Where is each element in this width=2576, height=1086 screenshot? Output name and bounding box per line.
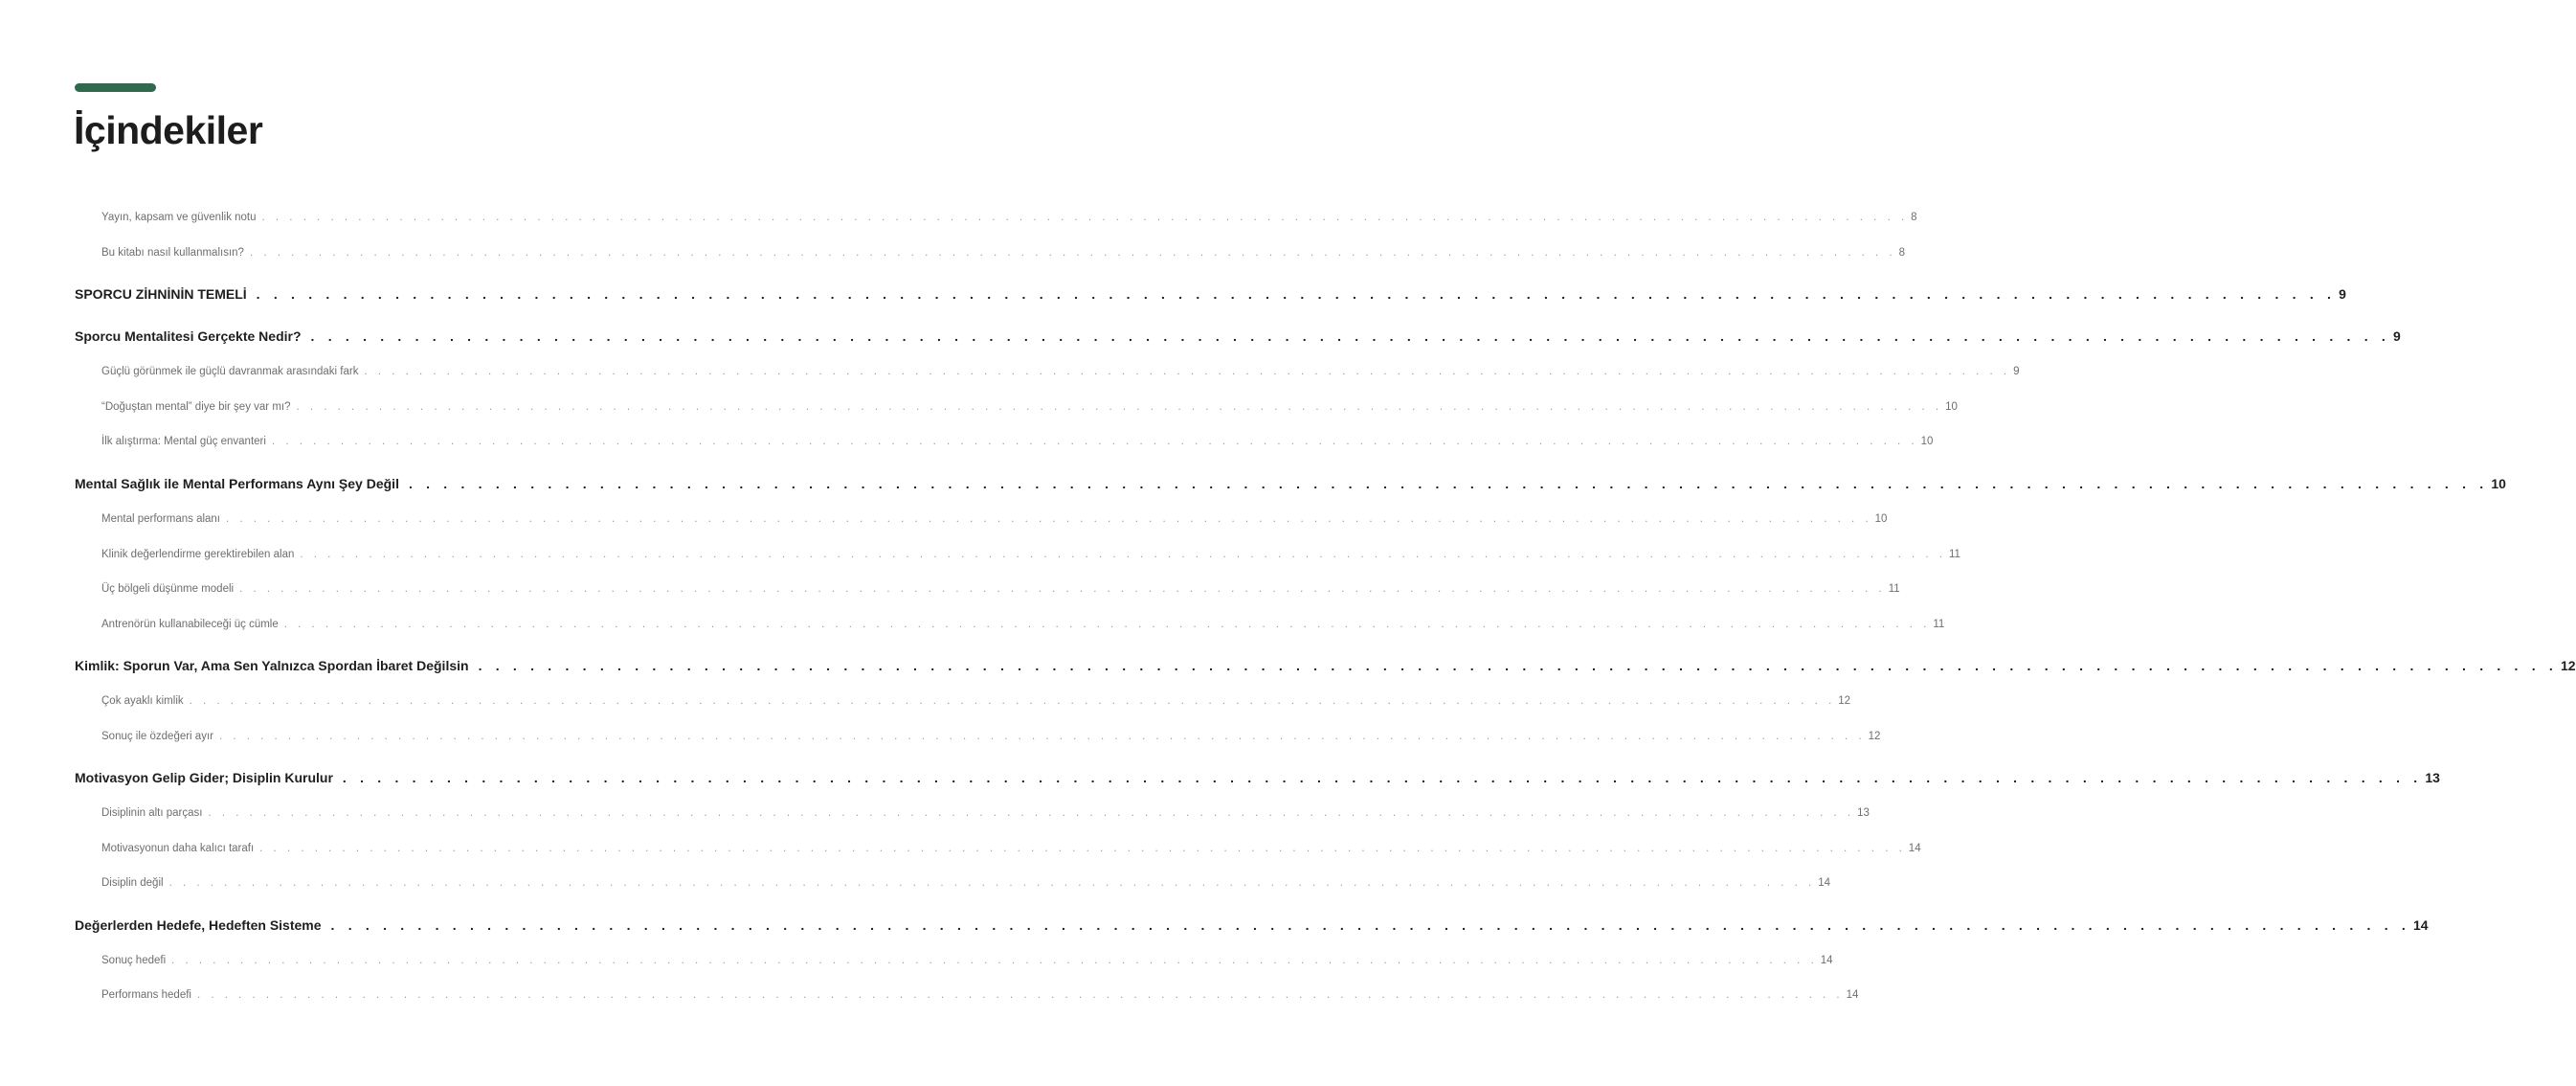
toc-page-number: 10 <box>1874 513 1888 525</box>
toc-page-number: 11 <box>1949 549 1960 560</box>
toc-section-entry[interactable] <box>101 247 1905 259</box>
dot-leader: . . . . . . . . . . . . . . . . . . . . . . . . . . . . . . . . . . . . . . . . . . . . . . . . . . . . . . . . . . . . . . . . . . . . . . . . . . . . . . . . . . . . . . . . . . . . . . . . . . . . . . . . . . . . . . . . . . . . . . . . <box>310 328 2390 344</box>
toc-entry-title: Yayın, kapsam ve güvenlik notu <box>101 212 257 223</box>
dot-leader: . . . . . . . . . . . . . . . . . . . . . . . . . . . . . . . . . . . . . . . . . . . . . . . . . . . . . . . . . . . . . . . . . . . . . . . . . . . . . . . . . . . . . . . . . . . . . . . . . . . . . . . . . . . . . . . . . . . . . . . . <box>218 731 1866 742</box>
toc-page-number: 14 <box>2412 917 2429 933</box>
dot-leader: . . . . . . . . . . . . . . . . . . . . . . . . . . . . . . . . . . . . . . . . . . . . . . . . . . . . . . . . . . . . . . . . . . . . . . . . . . . . . . . . . . . . . . . . . . . . . . . . . . . . . . . . . . . . . . . . . . . . . . . . <box>271 436 1918 447</box>
toc-entry-title: Mental Sağlık ile Mental Performans Aynı Şey Değil <box>75 476 399 491</box>
toc-page-number: 10 <box>1945 401 1958 413</box>
toc-entry-title: Çok ayaklı kimlik <box>101 695 184 707</box>
toc-section-entry[interactable] <box>101 807 1870 819</box>
toc-page-number: 9 <box>2392 328 2401 344</box>
dot-leader: . . . . . . . . . . . . . . . . . . . . . . . . . . . . . . . . . . . . . . . . . . . . . . . . . . . . . . . . . . . . . . . . . . . . . . . . . . . . . . . . . . . . . . . . . . . . . . . . . . . . . . . . . . . . . . . . . . . . . . . . <box>168 877 1816 889</box>
toc-page-number: 12 <box>2561 658 2576 673</box>
toc-entry-title: Disiplin değil <box>101 877 164 889</box>
dot-leader: . . . . . . . . . . . . . . . . . . . . . . . . . . . . . . . . . . . . . . . . . . . . . . . . . . . . . . . . . . . . . . . . . . . . . . . . . . . . . . . . . . . . . . . . . . . . . . . . . . . . . . . . . . . . . . . . . . . . . . . . <box>259 843 1906 854</box>
toc-entry-title: Motivasyon Gelip Gider; Disiplin Kurulur <box>75 770 333 785</box>
dot-leader: . . . . . . . . . . . . . . . . . . . . . . . . . . . . . . . . . . . . . . . . . . . . . . . . . . . . . . . . . . . . . . . . . . . . . . . . . . . . . . . . . . . . . . . . . . . . . . . . . . . . . . . . . . . . . . . . . . . . . . . . <box>296 401 1943 413</box>
toc-entry-title: Üç bölgeli düşünme modeli <box>101 583 235 595</box>
toc-section-entry[interactable] <box>101 401 1958 413</box>
toc-page-number: 14 <box>1820 955 1833 966</box>
toc-section-entry[interactable] <box>101 366 2020 377</box>
toc-chapter-entry[interactable] <box>75 328 2401 344</box>
dot-leader: . . . . . . . . . . . . . . . . . . . . . . . . . . . . . . . . . . . . . . . . . . . . . . . . . . . . . . . . . . . . . . . . . . . . . . . . . . . . . . . . . . . . . . . . . . . . . . . . . . . . . . . . . . . . . . . . . . . . . . . . <box>239 583 1886 595</box>
toc-chapter-entry[interactable] <box>75 476 2506 491</box>
toc-entry-title: İlk alıştırma: Mental güç envanteri <box>101 436 266 447</box>
page-title: İçindekiler <box>74 108 263 152</box>
toc-entry-title: Sonuç ile özdeğeri ayır <box>101 731 213 742</box>
dot-leader: . . . . . . . . . . . . . . . . . . . . . . . . . . . . . . . . . . . . . . . . . . . . . . . . . . . . . . . . . . . . . . . . . . . . . . . . . . . . . . . . . . . . . . . . . . . . . . . . . . . . . . . . . . . . . . . . . . . . . . . . <box>171 955 1818 966</box>
dot-leader: . . . . . . . . . . . . . . . . . . . . . . . . . . . . . . . . . . . . . . . . . . . . . . . . . . . . . . . . . . . . . . . . . . . . . . . . . . . . . . . . . . . . . . . . . . . . . . . . . . . . . . . . . . . . . . . . . . . . . . . . <box>330 917 2410 933</box>
toc-page-number: 12 <box>1868 731 1881 742</box>
toc-page-number: 10 <box>2491 476 2506 491</box>
toc-chapter-entry[interactable] <box>75 658 2576 673</box>
toc-section-entry[interactable] <box>101 436 1934 447</box>
toc-section-entry[interactable] <box>101 989 1859 1001</box>
toc-page-number: 9 <box>2339 286 2346 302</box>
dot-leader: . . . . . . . . . . . . . . . . . . . . . . . . . . . . . . . . . . . . . . . . . . . . . . . . . . . . . . . . . . . . . . . . . . . . . . . . . . . . . . . . . . . . . . . . . . . . . . . . . . . . . . . . . . . . . . . . . . . . . . . . <box>364 366 2011 377</box>
toc-section-entry[interactable] <box>101 583 1900 595</box>
toc-page-number: 12 <box>1838 695 1851 707</box>
dot-leader: . . . . . . . . . . . . . . . . . . . . . . . . . . . . . . . . . . . . . . . . . . . . . . . . . . . . . . . . . . . . . . . . . . . . . . . . . . . . . . . . . . . . . . . . . . . . . . . . . . . . . . . . . . . . . . . . . . . . . . . . <box>342 770 2423 785</box>
dot-leader: . . . . . . . . . . . . . . . . . . . . . . . . . . . . . . . . . . . . . . . . . . . . . . . . . . . . . . . . . . . . . . . . . . . . . . . . . . . . . . . . . . . . . . . . . . . . . . . . . . . . . . . . . . . . . . . . . . . . . . . . <box>208 807 1855 819</box>
toc-page-number: 11 <box>1888 583 1900 595</box>
toc-entry-title: Motivasyonun daha kalıcı tarafı <box>101 843 255 854</box>
toc-section-entry[interactable] <box>101 549 1960 560</box>
toc-page-number: 14 <box>1846 989 1859 1001</box>
toc-section-entry[interactable] <box>101 731 1881 742</box>
dot-leader: . . . . . . . . . . . . . . . . . . . . . . . . . . . . . . . . . . . . . . . . . . . . . . . . . . . . . . . . . . . . . . . . . . . . . . . . . . . . . . . . . . . . . . . . . . . . . . . . . . . . . . . . . . . . . . . . . . . . . . . . <box>189 695 1836 707</box>
toc-entry-title: Sporcu Mentalitesi Gerçekte Nedir? <box>75 328 302 344</box>
dot-leader: . . . . . . . . . . . . . . . . . . . . . . . . . . . . . . . . . . . . . . . . . . . . . . . . . . . . . . . . . . . . . . . . . . . . . . . . . . . . . . . . . . . . . . . . . . . . . . . . . . . . . . . . . . . . . . . . . . . . . . . . <box>408 476 2489 491</box>
dot-leader: . . . . . . . . . . . . . . . . . . . . . . . . . . . . . . . . . . . . . . . . . . . . . . . . . . . . . . . . . . . . . . . . . . . . . . . . . . . . . . . . . . . . . . . . . . . . . . . . . . . . . . . . . . . . . . . . . . . . . . . . <box>196 989 1844 1001</box>
toc-entry-title: “Doğuştan mental” diye bir şey var mı? <box>101 401 291 413</box>
toc-entry-title: Antrenörün kullanabileceği üç cümle <box>101 619 279 630</box>
toc-page-number: 13 <box>2425 770 2440 785</box>
toc-page-number: 13 <box>1857 807 1870 819</box>
toc-section-entry[interactable] <box>101 619 1945 630</box>
toc-entry-title: Kimlik: Sporun Var, Ama Sen Yalnızca Spordan İbaret Değilsin <box>75 658 469 673</box>
toc-page-number: 14 <box>1908 843 1921 854</box>
dot-leader: . . . . . . . . . . . . . . . . . . . . . . . . . . . . . . . . . . . . . . . . . . . . . . . . . . . . . . . . . . . . . . . . . . . . . . . . . . . . . . . . . . . . . . . . . . . . . . . . . . . . . . . . . . . . . . . . . . . . . . . . <box>256 286 2337 302</box>
toc-entry-title: Mental performans alanı <box>101 513 221 525</box>
toc-page-number: 10 <box>1920 436 1934 447</box>
toc-section-entry[interactable] <box>101 843 1921 854</box>
toc-section-entry[interactable] <box>101 955 1833 966</box>
toc-entry-title: Klinik değerlendirme gerektirebilen alan <box>101 549 295 560</box>
dot-leader: . . . . . . . . . . . . . . . . . . . . . . . . . . . . . . . . . . . . . . . . . . . . . . . . . . . . . . . . . . . . . . . . . . . . . . . . . . . . . . . . . . . . . . . . . . . . . . . . . . . . . . . . . . . . . . . . . . . . . . . . <box>478 658 2559 673</box>
toc-entry-title: Bu kitabı nasıl kullanmalısın? <box>101 247 244 259</box>
toc-chapter-entry[interactable] <box>75 770 2440 785</box>
toc-page-number: 9 <box>2013 366 2020 377</box>
dot-leader: . . . . . . . . . . . . . . . . . . . . . . . . . . . . . . . . . . . . . . . . . . . . . . . . . . . . . . . . . . . . . . . . . . . . . . . . . . . . . . . . . . . . . . . . . . . . . . . . . . . . . . . . . . . . . . . . . . . . . . . . <box>249 247 1896 259</box>
toc-section-entry[interactable] <box>101 212 1917 223</box>
dot-leader: . . . . . . . . . . . . . . . . . . . . . . . . . . . . . . . . . . . . . . . . . . . . . . . . . . . . . . . . . . . . . . . . . . . . . . . . . . . . . . . . . . . . . . . . . . . . . . . . . . . . . . . . . . . . . . . . . . . . . . . . <box>261 212 1909 223</box>
toc-entry-title: SPORCU ZİHNİNİN TEMELİ <box>75 286 247 302</box>
toc-page-number: 11 <box>1933 619 1945 630</box>
toc-entry-title: Disiplinin altı parçası <box>101 807 203 819</box>
toc-page-number: 14 <box>1818 877 1830 889</box>
dot-leader: . . . . . . . . . . . . . . . . . . . . . . . . . . . . . . . . . . . . . . . . . . . . . . . . . . . . . . . . . . . . . . . . . . . . . . . . . . . . . . . . . . . . . . . . . . . . . . . . . . . . . . . . . . . . . . . . . . . . . . . . <box>300 549 1946 560</box>
toc-entry-title: Performans hedefi <box>101 989 191 1001</box>
toc-entry-title: Sonuç hedefi <box>101 955 167 966</box>
toc-section-entry[interactable] <box>101 513 1888 525</box>
toc-section-entry[interactable] <box>101 695 1851 707</box>
toc-page-number: 8 <box>1911 212 1917 223</box>
toc-section-entry[interactable] <box>101 877 1830 889</box>
toc-chapter-entry[interactable] <box>75 917 2429 933</box>
toc-page-number: 8 <box>1898 247 1905 259</box>
toc-chapter-entry[interactable] <box>75 286 2346 302</box>
toc-entry-title: Değerlerden Hedefe, Hedeften Sisteme <box>75 917 322 933</box>
dot-leader: . . . . . . . . . . . . . . . . . . . . . . . . . . . . . . . . . . . . . . . . . . . . . . . . . . . . . . . . . . . . . . . . . . . . . . . . . . . . . . . . . . . . . . . . . . . . . . . . . . . . . . . . . . . . . . . . . . . . . . . . <box>283 619 1931 630</box>
dot-leader: . . . . . . . . . . . . . . . . . . . . . . . . . . . . . . . . . . . . . . . . . . . . . . . . . . . . . . . . . . . . . . . . . . . . . . . . . . . . . . . . . . . . . . . . . . . . . . . . . . . . . . . . . . . . . . . . . . . . . . . . <box>226 513 1872 525</box>
toc-entry-title: Güçlü görünmek ile güçlü davranmak arasındaki fark <box>101 366 359 377</box>
